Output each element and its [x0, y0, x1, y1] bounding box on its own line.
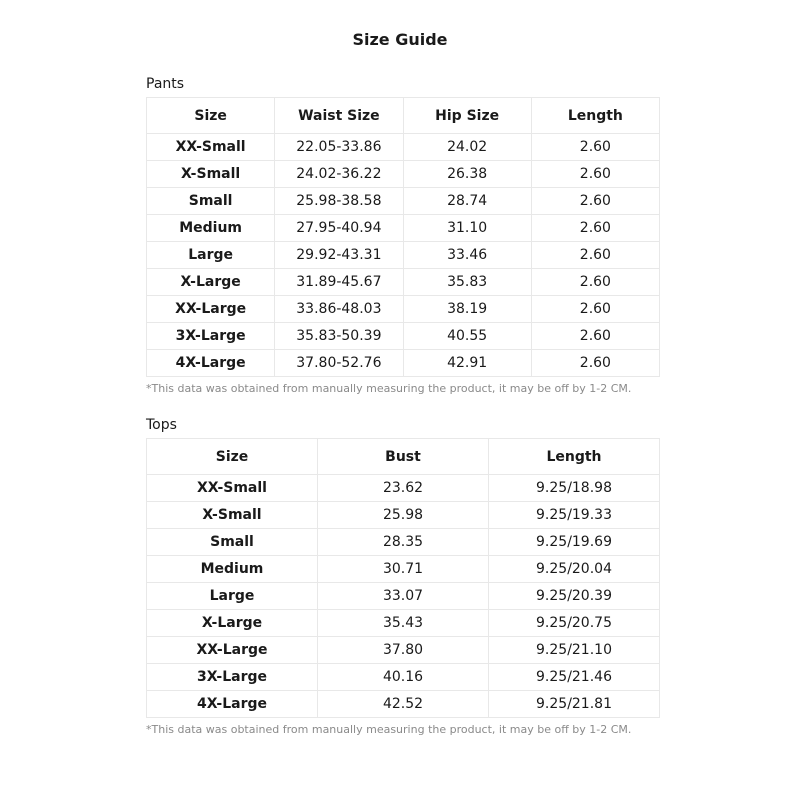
column-header: Bust [318, 439, 489, 475]
measurement-cell: 40.55 [403, 323, 531, 350]
measurement-cell: 35.83-50.39 [275, 323, 403, 350]
table-row [147, 529, 660, 556]
measurement-cell: 2.60 [531, 350, 659, 377]
measurement-cell: 35.43 [318, 610, 489, 637]
pants-section [146, 75, 660, 396]
measurement-cell: 24.02 [403, 134, 531, 161]
measurement-cell: 42.91 [403, 350, 531, 377]
measurement-cell: 9.25/21.10 [489, 637, 660, 664]
measurement-cell: 2.60 [531, 296, 659, 323]
measurement-cell: 31.10 [403, 215, 531, 242]
pants-section-title: Pants [146, 76, 185, 92]
table-row [147, 188, 660, 215]
page-title: Size Guide [352, 30, 448, 49]
measurement-cell: 33.86-48.03 [275, 296, 403, 323]
table-row [147, 583, 660, 610]
size-label-cell: Large [147, 583, 318, 610]
measurement-cell: 30.71 [318, 556, 489, 583]
size-label-cell: Small [147, 188, 275, 215]
measurement-cell: 9.25/21.81 [489, 691, 660, 718]
table-row [147, 350, 660, 377]
measurement-cell: 27.95-40.94 [275, 215, 403, 242]
measurement-cell: 24.02-36.22 [275, 161, 403, 188]
measurement-cell: 2.60 [531, 134, 659, 161]
measurement-cell: 29.92-43.31 [275, 242, 403, 269]
measurement-cell: 28.35 [318, 529, 489, 556]
table-row [147, 664, 660, 691]
measurement-cell: 23.62 [318, 475, 489, 502]
column-header: Waist Size [275, 98, 403, 134]
table-row [147, 323, 660, 350]
pants-table-body [147, 134, 660, 377]
column-header: Size [147, 98, 275, 134]
measurement-cell: 9.25/20.04 [489, 556, 660, 583]
table-row [147, 502, 660, 529]
size-label-cell: 4X-Large [147, 350, 275, 377]
table-row [147, 637, 660, 664]
measurement-cell: 9.25/20.39 [489, 583, 660, 610]
column-header: Hip Size [403, 98, 531, 134]
measurement-cell: 26.38 [403, 161, 531, 188]
size-label-cell: XX-Small [147, 475, 318, 502]
measurement-cell: 9.25/19.33 [489, 502, 660, 529]
size-label-cell: X-Large [147, 269, 275, 296]
table-row [147, 556, 660, 583]
measurement-cell: 28.74 [403, 188, 531, 215]
measurement-cell: 2.60 [531, 215, 659, 242]
measurement-cell: 35.83 [403, 269, 531, 296]
size-label-cell: 3X-Large [147, 664, 318, 691]
table-header-row [147, 439, 660, 475]
table-row [147, 610, 660, 637]
measurement-cell: 9.25/20.75 [489, 610, 660, 637]
measurement-cell: 9.25/18.98 [489, 475, 660, 502]
table-row [147, 134, 660, 161]
tops-section-title: Tops [146, 417, 177, 433]
pants-measurement-note: *This data was obtained from manually measuring the product, it may be off by 1-2 CM. [146, 382, 632, 395]
measurement-cell: 37.80 [318, 637, 489, 664]
size-label-cell: Medium [147, 215, 275, 242]
size-label-cell: X-Large [147, 610, 318, 637]
pants-size-table [146, 97, 660, 377]
table-row [147, 161, 660, 188]
column-header: Length [531, 98, 659, 134]
size-label-cell: XX-Small [147, 134, 275, 161]
size-label-cell: X-Small [147, 161, 275, 188]
measurement-cell: 25.98 [318, 502, 489, 529]
measurement-cell: 37.80-52.76 [275, 350, 403, 377]
size-label-cell: Medium [147, 556, 318, 583]
measurement-cell: 22.05-33.86 [275, 134, 403, 161]
measurement-cell: 9.25/19.69 [489, 529, 660, 556]
measurement-cell: 40.16 [318, 664, 489, 691]
table-header-row [147, 98, 660, 134]
measurement-cell: 2.60 [531, 242, 659, 269]
measurement-cell: 33.46 [403, 242, 531, 269]
size-label-cell: XX-Large [147, 296, 275, 323]
column-header: Size [147, 439, 318, 475]
measurement-cell: 33.07 [318, 583, 489, 610]
table-row [147, 475, 660, 502]
tops-size-table [146, 438, 660, 718]
measurement-cell: 42.52 [318, 691, 489, 718]
table-row [147, 269, 660, 296]
measurement-cell: 2.60 [531, 269, 659, 296]
table-row [147, 242, 660, 269]
measurement-cell: 2.60 [531, 161, 659, 188]
tops-measurement-note: *This data was obtained from manually measuring the product, it may be off by 1-2 CM. [146, 723, 632, 736]
measurement-cell: 9.25/21.46 [489, 664, 660, 691]
tops-table-body [147, 475, 660, 718]
measurement-cell: 31.89-45.67 [275, 269, 403, 296]
size-label-cell: Small [147, 529, 318, 556]
tops-section [146, 416, 660, 737]
size-label-cell: XX-Large [147, 637, 318, 664]
measurement-cell: 2.60 [531, 188, 659, 215]
measurement-cell: 25.98-38.58 [275, 188, 403, 215]
size-label-cell: Large [147, 242, 275, 269]
measurement-cell: 2.60 [531, 323, 659, 350]
table-row [147, 691, 660, 718]
measurement-cell: 38.19 [403, 296, 531, 323]
size-label-cell: 3X-Large [147, 323, 275, 350]
size-label-cell: X-Small [147, 502, 318, 529]
table-row [147, 215, 660, 242]
size-label-cell: 4X-Large [147, 691, 318, 718]
column-header: Length [489, 439, 660, 475]
table-row [147, 296, 660, 323]
